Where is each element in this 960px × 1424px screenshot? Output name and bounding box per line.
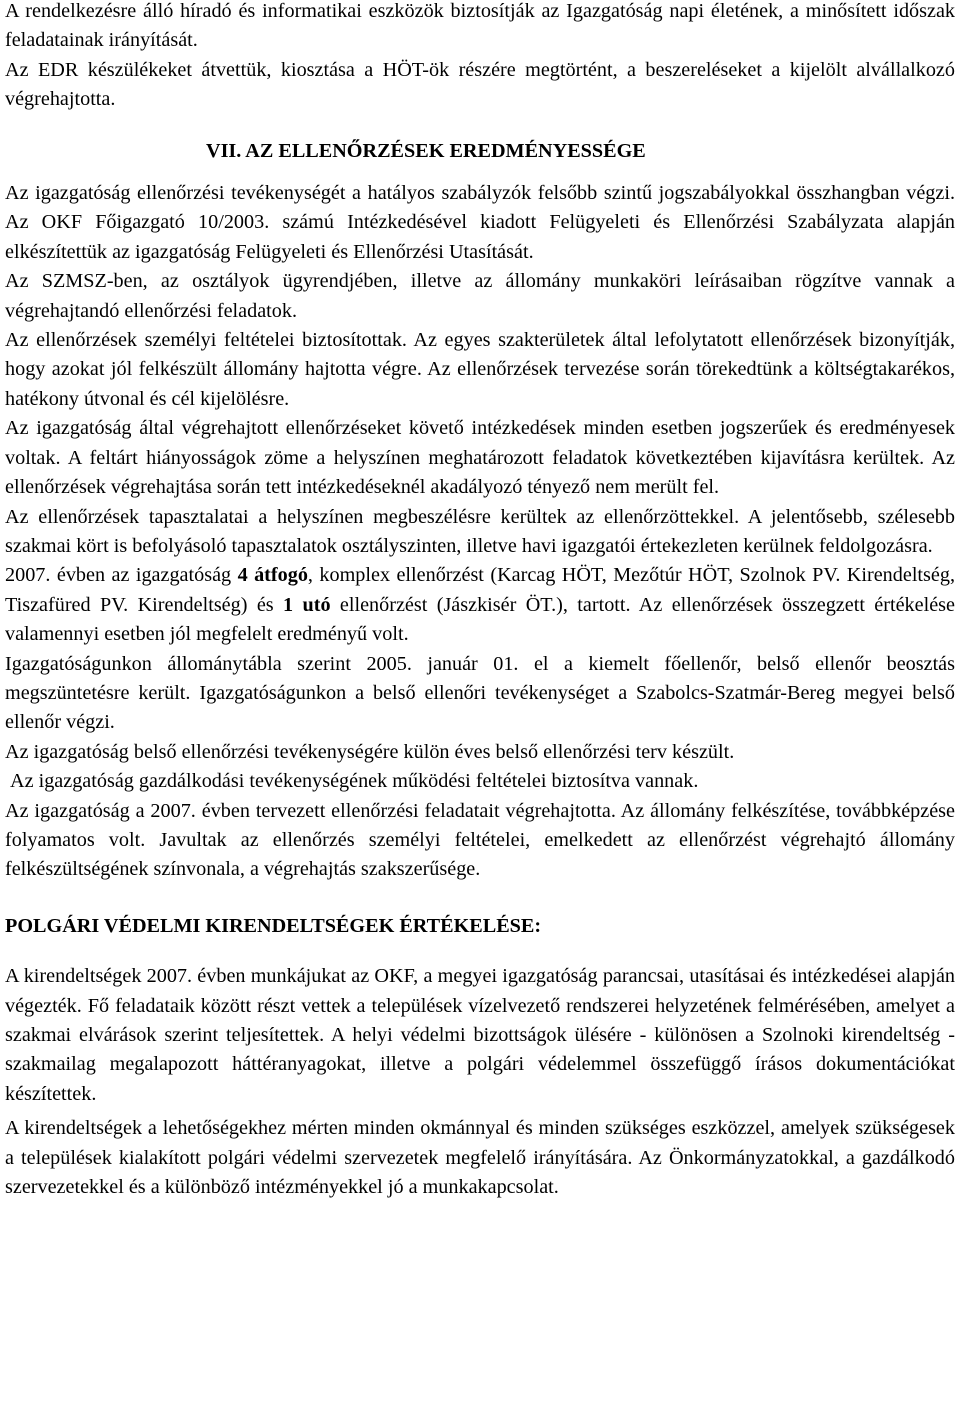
body-paragraph: Igazgatóságunkon állománytábla szerint 2005. január 01. el a kiemelt főellenőr, belső ellenőr beosztás megszüntetésre került. Igazgatóságunkon a belső ellenőri tevékenységet a Szabolcs-Szatmár-Bereg megyei belső ellenőr végzi. [5,652,955,734]
body-paragraph: Az igazgatóság által végrehajtott ellenőrzéseket követő intézkedések minden esetben jogszerűek és eredményesek voltak. A feltárt hiányosságok zöme a helyszínen meghatározott feladatok következtében kijavításra kerültek. Az ellenőrzések végrehajtása során tett intézkedéseknél akadályozó tényező nem merült fel. [5,417,955,499]
body-paragraph: A kirendeltségek a lehetőségekhez mérten minden okmánnyal és minden szükséges eszközzel, amelyek szükségesek a települések kialakított polgári védelmi szervezetek megfelelő irányítására. Az Önkormányzatokkal, a gazdálkodó szervezetekkel és a különböző intézményekkel jó a munkakapcsolat. [5,1117,955,1199]
body-paragraph: Az ellenőrzések személyi feltételei biztosítottak. Az egyes szakterületek által lefolytatott ellenőrzések bizonyítják, hogy azokat jól felkészült állomány hajtotta végre. Az ellenőrzések tervezése során törekedtünk a költségtakarékos, hatékony útvonal és cél kijelölésre. [5,329,955,410]
intro-paragraph-1: A rendelkezésre álló híradó és informatikai eszközök biztosítják az Igazgatóság napi életének, a minősített időszak feladatainak irányítását. [5,0,955,52]
body-paragraph: Az SZMSZ-ben, az osztályok ügyrendjében, illetve az állomány munkaköri leírásaiban rögzítve vannak a végrehajtandó ellenőrzési feladatok. [5,270,955,322]
bold-count-follow-up: 1 utó [283,593,331,616]
body-paragraph-inspections [5,561,955,649]
bold-count-comprehensive: 4 átfogó [237,564,308,587]
text-run: , komplex ellenőrzést (Karcag HÖT, Mezőtúr HÖT, Szolnok PV. Kirendeltség, Tiszafüred PV. Kirendeltség) és [5,564,955,616]
text-run: ellenőrzést (Jászkisér ÖT.), tartott. Az ellenőrzések összegzett értékelése valamennyi esetben jól megfelelt eredményű volt. [5,593,955,646]
body-paragraph: Az igazgatóság ellenőrzési tevékenységét a hatályos szabályzók felsőbb szintű jogszabályokkal összhangban végzi. Az OKF Főigazgató 10/2003. számú Intézkedésével kiadott Felügyeleti és Ellenőrzési Szabályzata alapján elkészítettük az igazgatóság Felügyeleti és Ellenőrzési Utasítását. [5,182,955,263]
section-heading-vii: VII. AZ ELLENŐRZÉSEK EREDMÉNYESSÉGE [206,139,646,162]
body-paragraph: Az igazgatóság gazdálkodási tevékenységének működési feltételei biztosítva vannak. [10,770,699,793]
body-paragraph: Az igazgatóság a 2007. évben tervezett ellenőrzési feladatait végrehajtotta. Az állomány felkészítése, továbbképzése folyamatos volt. Javultak az ellenőrzés személyi feltételei, emelkedett az ellenőrzést végrehajtó állomány felkészültségének színvonala, a végrehajtás szakszerűsége. [5,799,955,881]
body-paragraph: Az ellenőrzések tapasztalatai a helyszínen megbeszélésre kerültek az ellenőrzöttekkel. A jelentősebb, szélesebb szakmai kört is befolyásoló tapasztalatok osztályszinten, illetve havi igazgatói értekezleten kerülnek feldolgozásra. [5,505,955,557]
body-paragraph: A kirendeltségek 2007. évben munkájukat az OKF, a megyei igazgatóság parancsai, utasításai és intézkedései alapján végezték. Fő feladataik között részt vettek a települések vízelvezető rendszerei helyzetének felmérésében, amelyet a szakmai elvárások szerint teljesítettek. A helyi védelmi bizottságok ülésére - különösen a Szolnoki kirendeltség - szakmailag megalapozott háttéranyagokat, illetve a polgári védelemmel összefüggő írásos dokumentációkat készítettek. [5,965,955,1105]
section-heading-pv: POLGÁRI VÉDELMI KIRENDELTSÉGEK ÉRTÉKELÉSE: [5,914,542,937]
body-paragraph: Az igazgatóság belső ellenőrzési tevékenységére külön éves belső ellenőrzési terv készült. [5,740,735,763]
document-page [5,0,955,1202]
text-run: 2007. évben az igazgatóság [5,564,238,587]
intro-paragraph-2: Az EDR készülékeket átvettük, kiosztása a HÖT-ök részére megtörtént, a beszereléseket a kijelölt alvállalkozó végrehajtotta. [5,58,955,111]
